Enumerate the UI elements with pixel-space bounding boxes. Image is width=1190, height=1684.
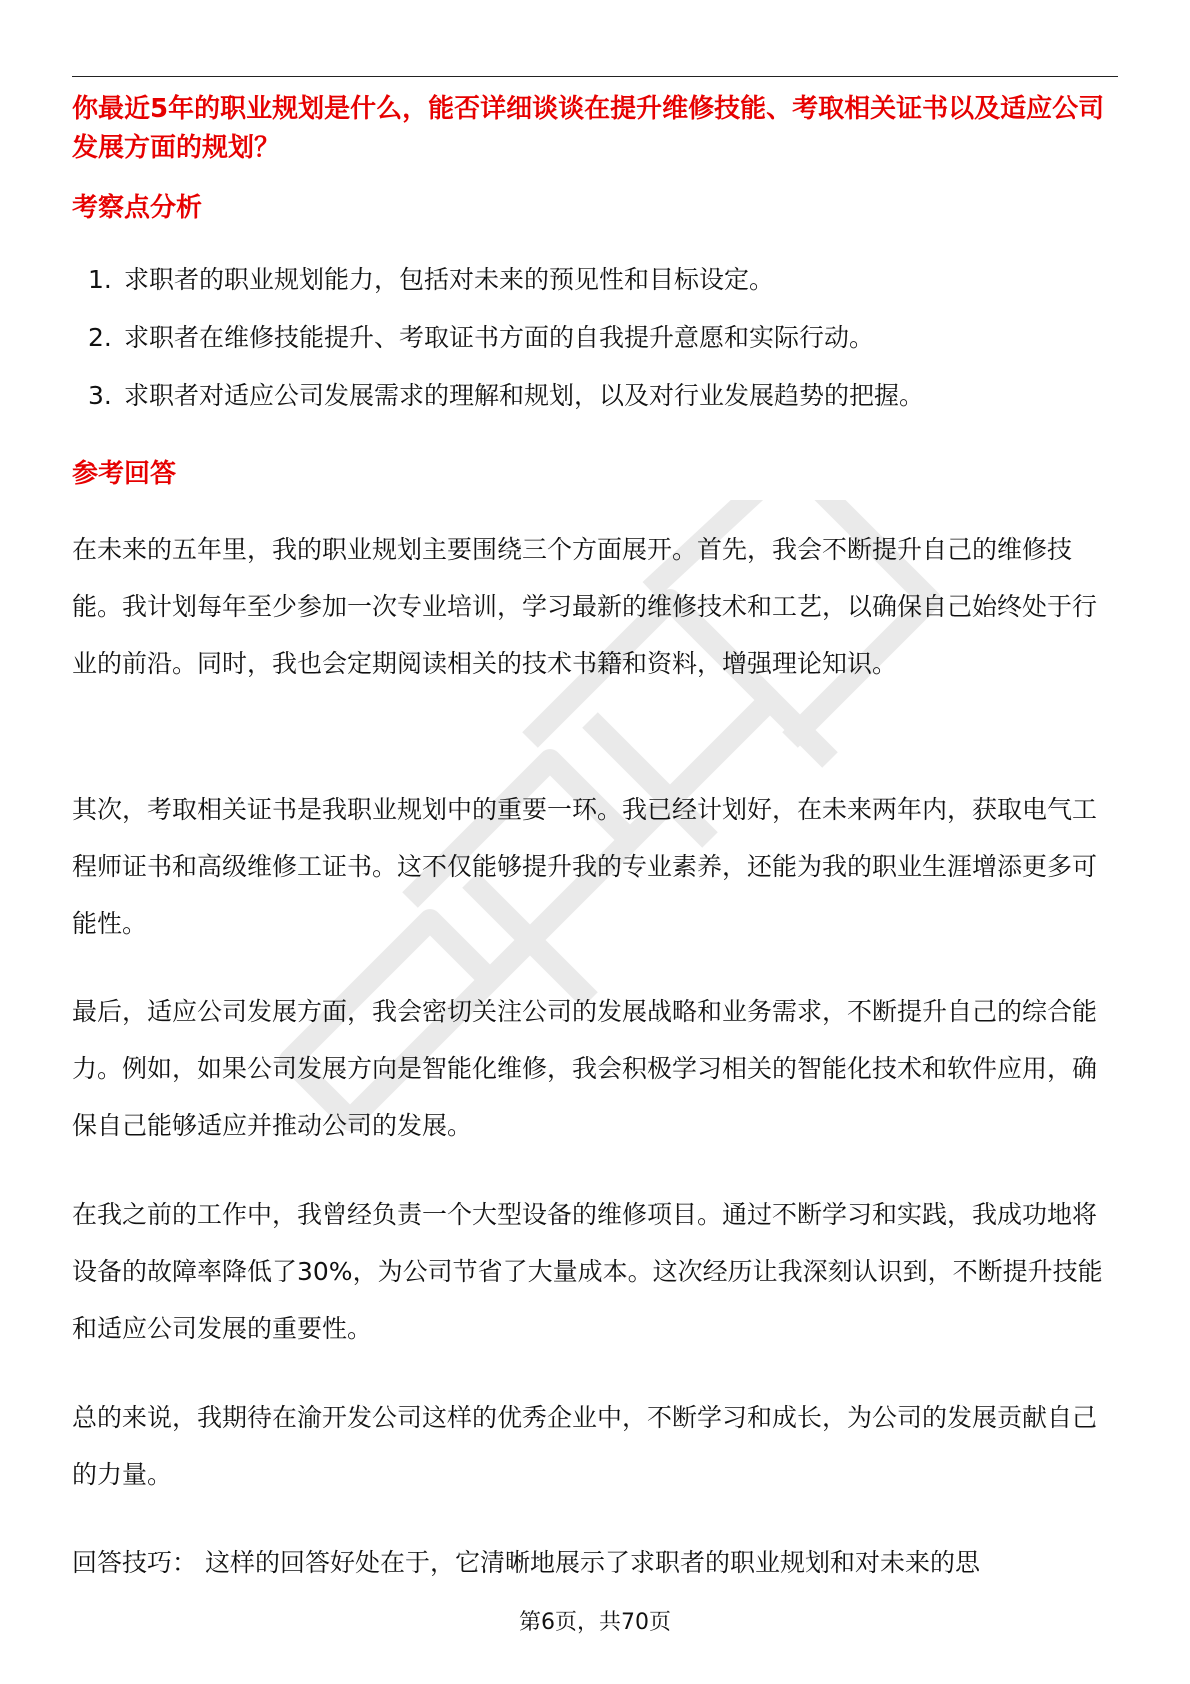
list-item-text: 求职者在维修技能提升、考取证书方面的自我提升意愿和实际行动。 — [124, 323, 875, 352]
list-item — [72, 262, 1118, 298]
document-page — [72, 0, 1118, 1684]
top-divider — [72, 76, 1118, 77]
answer-paragraph: 在我之前的工作中，我曾经负责一个大型设备的维修项目。通过不断学习和实践，我成功地将设备的故障率降低了30%，为公司节省了大量成本。这次经历让我深刻认识到，不断提升技能和适应公司发展的重要性。 — [72, 1200, 1103, 1343]
answer-paragraph: 总的来说，我期待在渝开发公司这样的优秀企业中，不断学习和成长，为公司的发展贡献自己的力量。 — [72, 1403, 1098, 1489]
answer-paragraph: 在未来的五年里，我的职业规划主要围绕三个方面展开。首先，我会不断提升自己的维修技能。我计划每年至少参加一次专业培训，学习最新的维修技术和工艺，以确保自己始终处于行业的前沿。同时，我也会定期阅读相关的技术书籍和资料，增强理论知识。 — [72, 535, 1098, 678]
answer-tips-paragraph: 回答技巧： 这样的回答好处在于，它清晰地展示了求职者的职业规划和对未来的思 — [72, 1548, 980, 1577]
question-title: 你最近5年的职业规划是什么，能否详细谈谈在提升维修技能、考取相关证书以及适应公司发展方面的规划？ — [72, 94, 1105, 163]
page-number-footer: 第6页，共70页 — [519, 1610, 671, 1635]
list-item — [72, 378, 1118, 414]
answer-paragraph: 最后，适应公司发展方面，我会密切关注公司的发展战略和业务需求，不断提升自己的综合能力。例如，如果公司发展方向是智能化维修，我会积极学习相关的智能化技术和软件应用，确保自己能够适应并推动公司的发展。 — [72, 997, 1098, 1140]
list-item-number: 3. — [88, 381, 112, 410]
list-item-number: 1. — [88, 265, 112, 294]
list-item-number: 2. — [88, 323, 112, 352]
list-item-text: 求职者对适应公司发展需求的理解和规划，以及对行业发展趋势的把握。 — [124, 381, 925, 410]
list-item-text: 求职者的职业规划能力，包括对未来的预见性和目标设定。 — [124, 265, 775, 294]
analysis-point-list — [72, 262, 1118, 436]
answer-heading: 参考回答 — [72, 459, 177, 489]
answer-paragraph: 其次，考取相关证书是我职业规划中的重要一环。我已经计划好，在未来两年内，获取电气工程师证书和高级维修工证书。这不仅能够提升我的专业素养，还能为我的职业生涯增添更多可能性。 — [72, 795, 1098, 938]
analysis-heading: 考察点分析 — [72, 193, 203, 223]
list-item — [72, 320, 1118, 356]
